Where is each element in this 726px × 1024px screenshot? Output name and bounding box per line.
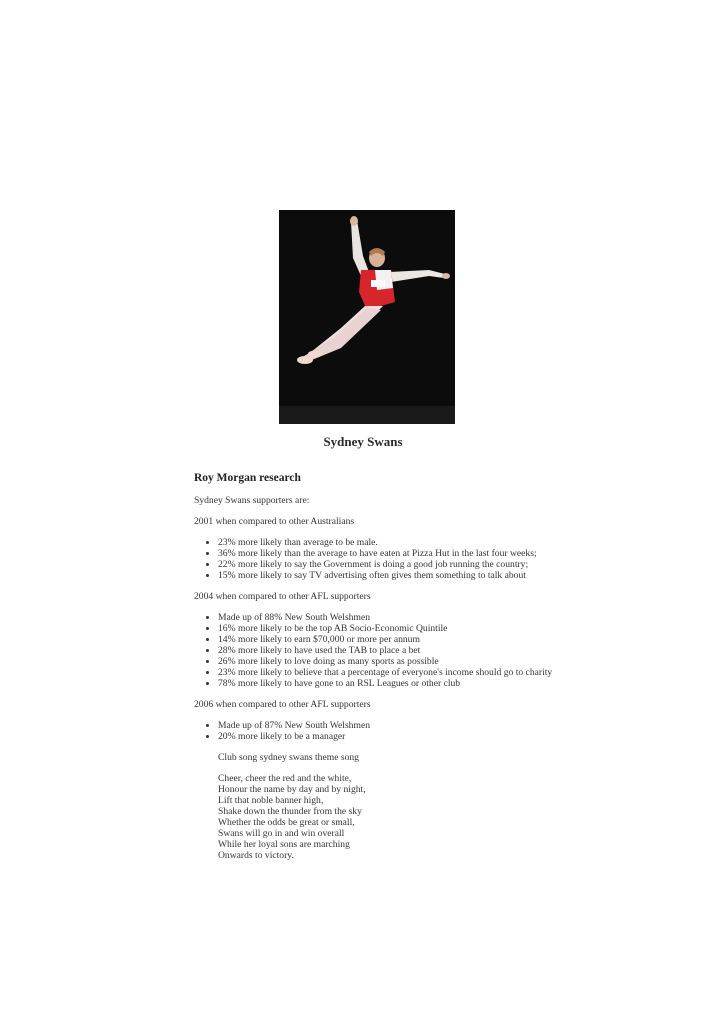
song-line: Cheer, cheer the red and the white,: [218, 773, 352, 784]
dancer-illustration: [279, 210, 455, 424]
photo-caption: Sydney Swans: [323, 434, 403, 449]
section-title-2001: 2001 when compared to other Australians: [194, 516, 355, 527]
list-item: • 15% more likely to say TV advertising often gives them something to talk about: [218, 570, 664, 581]
list-item: • 20% more likely to be a manager: [218, 731, 664, 742]
song-line: Lift that noble banner high,: [218, 795, 324, 806]
list-item: • 28% more likely to have used the TAB to place a bet: [218, 645, 664, 656]
list-item: • Made up of 87% New South Welshmen: [218, 720, 664, 731]
list-item: • 26% more likely to love doing as many sports as possible: [218, 656, 664, 667]
song-title: Club song sydney swans theme song: [218, 752, 359, 763]
song-line: Onwards to victory.: [218, 850, 294, 861]
song-line: Shake down the thunder from the sky: [218, 806, 362, 817]
list-item: • 78% more likely to have gone to an RSL Leagues or other club: [218, 678, 664, 689]
list-item: • 23% more likely than average to be male.: [218, 537, 664, 548]
section-title-2006: 2006 when compared to other AFL supporters: [194, 699, 371, 710]
song-verse: [218, 773, 664, 861]
intro-text: Sydney Swans supporters are:: [194, 495, 310, 506]
list-item: • 14% more likely to earn $70,000 or more per annum: [218, 634, 664, 645]
list-item: • 22% more likely to say the Government is doing a good job running the country;: [218, 559, 664, 570]
song-line: Whether the odds be great or small,: [218, 817, 355, 828]
song-line: Swans will go in and win overall: [218, 828, 345, 839]
list-2001: [194, 537, 664, 581]
section-heading: Roy Morgan research: [194, 472, 301, 484]
list-item: • Made up of 88% New South Welshmen: [218, 612, 664, 623]
club-song: [218, 752, 664, 861]
list-item: • 16% more likely to be the top AB Socio-Economic Quintile: [218, 623, 664, 634]
list-2004: [194, 612, 664, 689]
list-item: • 23% more likely to believe that a percentage of everyone's income should go to charity: [218, 667, 664, 678]
list-item: • 36% more likely than the average to have eaten at Pizza Hut in the last four weeks;: [218, 548, 664, 559]
list-2006: [194, 720, 664, 742]
dancer-photo: [279, 210, 455, 424]
song-line: While her loyal sons are marching: [218, 839, 350, 850]
section-title-2004: 2004 when compared to other AFL supporters: [194, 591, 371, 602]
document-body: [194, 473, 664, 861]
song-line: Honour the name by day and by night,: [218, 784, 366, 795]
